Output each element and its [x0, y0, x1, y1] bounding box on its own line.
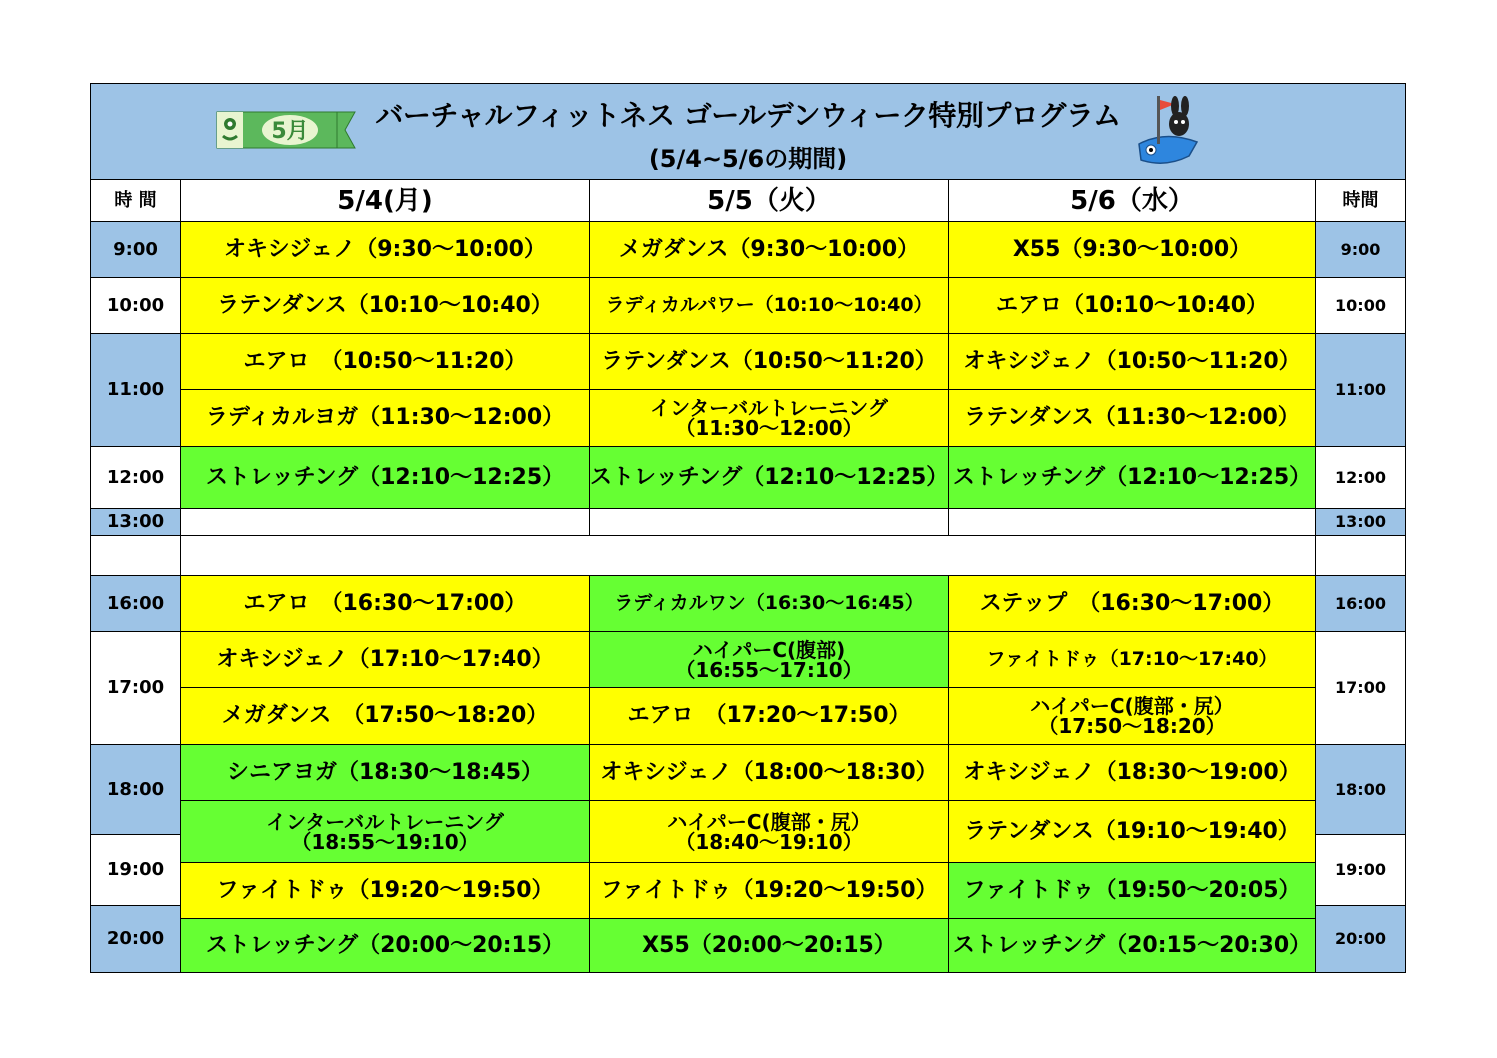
koinobori-character-icon — [1135, 94, 1205, 170]
empty-cell — [589, 508, 949, 536]
time-label: 12:00 — [1315, 446, 1406, 509]
program-cell — [589, 800, 949, 863]
program-name: インターバルトレーニング — [266, 809, 504, 834]
program-cell: ストレッチング（20:00～20:15） — [180, 918, 590, 973]
program-cell: ファイトドゥ（19:20～19:50） — [589, 862, 949, 919]
program-time: （16:55～17:10） — [675, 657, 863, 682]
program-cell — [948, 687, 1316, 745]
program-cell: ラテンダンス（10:10～10:40） — [180, 277, 590, 334]
program-cell: ラテンダンス（11:30～12:00） — [948, 389, 1316, 447]
empty-cell — [180, 508, 590, 536]
program-cell: メガダンス （17:50～18:20） — [180, 687, 590, 745]
program-cell: ファイトドゥ（19:20～19:50） — [180, 862, 590, 919]
time-label: 17:00 — [1315, 631, 1406, 745]
empty-cell — [948, 508, 1316, 536]
time-header-right: 時間 — [1315, 179, 1406, 222]
day-header-5-5: 5/5（火） — [589, 179, 949, 222]
program-name: ハイパーC(腹部・尻） — [667, 809, 871, 834]
time-label: 13:00 — [1315, 508, 1406, 536]
time-label: 18:00 — [1315, 744, 1406, 835]
time-label: 10:00 — [90, 277, 181, 334]
program-cell: オキシジェノ（18:30～19:00） — [948, 744, 1316, 801]
program-cell — [589, 389, 949, 447]
time-label: 13:00 — [90, 508, 181, 536]
break-gap-row — [180, 535, 1316, 576]
time-label: 20:00 — [1315, 905, 1406, 973]
program-cell: オキシジェノ（10:50～11:20） — [948, 333, 1316, 390]
program-cell: ファイトドゥ（17:10～17:40） — [948, 631, 1316, 688]
page-title: バーチャルフィットネス ゴールデンウィーク特別プログラム — [375, 99, 1121, 132]
time-label: 9:00 — [1315, 221, 1406, 278]
page-subtitle: (5/4~5/6の期間) — [648, 145, 848, 173]
time-label: 18:00 — [90, 744, 181, 835]
time-label: 11:00 — [90, 333, 181, 447]
day-header-5-6: 5/6（水） — [948, 179, 1316, 222]
program-cell: ラディカルワン（16:30～16:45） — [589, 575, 949, 632]
banner-label: 5月 — [271, 119, 309, 144]
time-label: 10:00 — [1315, 277, 1406, 334]
program-cell: オキシジェノ（18:00～18:30） — [589, 744, 949, 801]
program-cell: ラディカルヨガ（11:30～12:00） — [180, 389, 590, 447]
time-label: 20:00 — [90, 905, 181, 973]
program-cell: ストレッチング（20:15～20:30） — [948, 918, 1316, 973]
program-cell: ラテンダンス（19:10～19:40） — [948, 800, 1316, 863]
schedule-sheet — [90, 83, 1406, 973]
program-name: ハイパーC(腹部) — [692, 637, 846, 662]
time-label: 11:00 — [1315, 333, 1406, 447]
time-label: 9:00 — [90, 221, 181, 278]
program-cell — [180, 800, 590, 863]
day-header-5-4: 5/4(月) — [180, 179, 590, 222]
program-time: （17:50～18:20） — [1038, 714, 1226, 738]
program-cell: ストレッチング（12:10～12:25） — [180, 446, 590, 509]
program-cell: シニアヨガ（18:30～18:45） — [180, 744, 590, 801]
program-cell: X55（20:00～20:15） — [589, 918, 949, 973]
break-gap-left — [90, 535, 181, 576]
time-label: 16:00 — [90, 575, 181, 632]
program-time: （18:55～19:10） — [291, 829, 479, 854]
program-cell — [589, 631, 949, 688]
schedule-header — [90, 83, 1406, 181]
program-cell: オキシジェノ（17:10～17:40） — [180, 631, 590, 688]
time-header-left: 時 間 — [90, 179, 181, 222]
program-cell: ラディカルパワー（10:10～10:40） — [589, 277, 949, 334]
program-cell: ラテンダンス（10:50～11:20） — [589, 333, 949, 390]
program-cell: ファイトドゥ（19:50～20:05） — [948, 862, 1316, 919]
program-time: （18:40～19:10） — [675, 829, 863, 854]
program-cell: ストレッチング（12:10～12:25） — [589, 446, 949, 509]
program-cell: エアロ（10:10～10:40） — [948, 277, 1316, 334]
program-cell: エアロ （16:30～17:00） — [180, 575, 590, 632]
program-cell: オキシジェノ（9:30～10:00） — [180, 221, 590, 278]
program-cell: エアロ （17:20～17:50） — [589, 687, 949, 745]
program-time: （11:30～12:00） — [675, 416, 863, 440]
time-label: 19:00 — [1315, 834, 1406, 906]
program-name: ハイパーC(腹部・尻） — [1030, 694, 1234, 718]
program-cell: X55（9:30～10:00） — [948, 221, 1316, 278]
program-cell: ストレッチング（12:10～12:25） — [948, 446, 1316, 509]
time-label: 12:00 — [90, 446, 181, 509]
program-cell: ステップ （16:30～17:00） — [948, 575, 1316, 632]
program-cell: メガダンス（9:30～10:00） — [589, 221, 949, 278]
break-gap-right — [1315, 535, 1406, 576]
time-label: 19:00 — [90, 834, 181, 906]
time-label: 16:00 — [1315, 575, 1406, 632]
program-name: インターバルトレーニング — [650, 396, 888, 420]
program-cell: エアロ （10:50～11:20） — [180, 333, 590, 390]
time-label: 17:00 — [90, 631, 181, 745]
